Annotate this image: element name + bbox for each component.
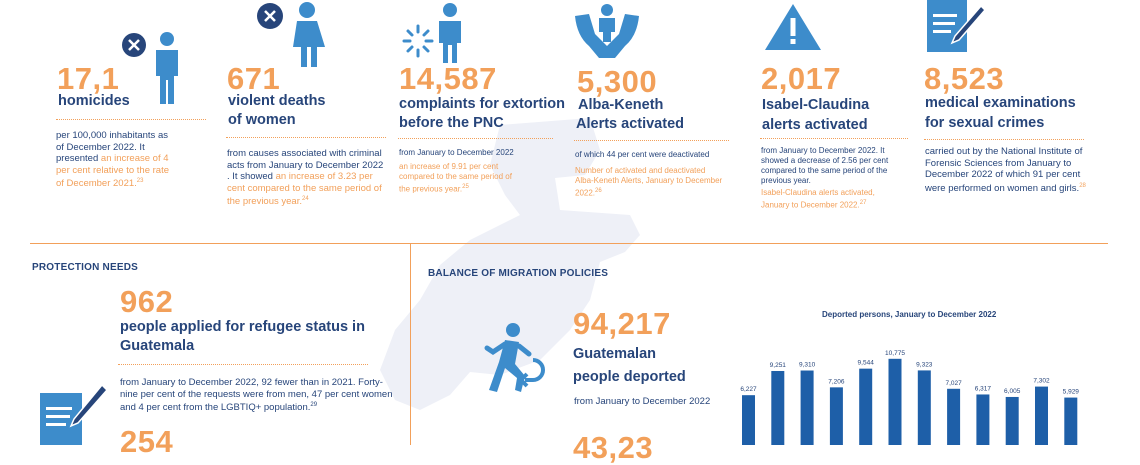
alba-keneth-desc: of which 44 per cent were deactivated: [575, 150, 710, 159]
chart-bar-label: 7,027: [945, 379, 962, 387]
running-person-icon: [475, 322, 555, 394]
chart-bar-label: 9,544: [857, 359, 874, 367]
warning-triangle-icon: [763, 2, 823, 52]
violent-deaths-label-2: of women: [228, 112, 296, 128]
chart-bar: [976, 394, 989, 445]
chart-bar-label: 7,206: [828, 378, 845, 386]
chart-bar-label: 6,005: [1004, 387, 1021, 395]
chart-bar-label: 9,310: [798, 361, 816, 369]
chart-bar: [1035, 387, 1048, 445]
chart-bar: [742, 395, 755, 445]
migration-title: BALANCE OF MIGRATION POLICIES: [428, 268, 609, 279]
chart-title: Deported persons, January to December 2022: [822, 310, 997, 319]
extortion-desc: from January to December 2022: [399, 148, 514, 157]
violent-deaths-desc: from causes associated with criminal acts from January to December 2022 . It showed an increase of 3.23 per cent compared to the same period of the previous year.$^{24}$: [227, 148, 384, 208]
chart-bar: [771, 371, 784, 445]
protection-needs-title: PROTECTION NEEDS: [32, 262, 138, 273]
next-migration-number: 43,23: [573, 430, 654, 465]
extortion-number: 14,587: [399, 61, 497, 96]
isabel-claudina-desc: from January to December 2022. It showed a decrease of 2.56 per cent compared to the same period of the previous year.: [761, 146, 889, 185]
alba-keneth-label-1: Alba-Keneth: [578, 97, 664, 113]
chart-bar: [859, 369, 872, 445]
chart-bar-label: 6,227: [740, 386, 757, 394]
horizontal-divider: [30, 243, 1108, 244]
person-burst-icon: [400, 2, 472, 64]
deported-label-1: Guatemalan: [573, 346, 656, 362]
refugee-number: 962: [120, 284, 174, 319]
homicides-label: homicides: [58, 93, 130, 109]
chart-bar: [1006, 397, 1019, 445]
violent-deaths-label-1: violent deaths: [228, 93, 326, 109]
isabel-claudina-label-2: alerts activated: [762, 117, 868, 133]
chart-bar-label: 10,775: [885, 349, 905, 357]
chart-bar-label: 9,251: [769, 361, 786, 369]
homicides-desc: per 100,000 inhabitants as of December 2022. It presented an increase of 4 per cent relative to the rate of December 2021.23: [56, 130, 170, 190]
person-x-icon: [120, 30, 190, 105]
chart-bar: [889, 359, 902, 445]
extortion-label-1: complaints for extortion: [399, 96, 565, 112]
chart-bar-label: 9,323: [916, 361, 933, 369]
medical-exams-number: 8,523: [924, 61, 1005, 96]
child-hands-icon: [573, 2, 641, 62]
isabel-claudina-label-1: Isabel-Claudina: [762, 97, 870, 113]
refugee-label: people applied for refugee status in Guatemala: [120, 319, 365, 354]
medical-exams-label-1: medical examinations: [925, 95, 1076, 111]
homicides-number: 17,1: [57, 61, 120, 96]
chart-bar-label: 7,302: [1033, 377, 1050, 385]
refugee-desc: from January to December 2022, 92 fewer than in 2021. Forty-nine per cent of the requests were from men, 47 per cent women and 4 per cent from the LGBTIQ+ population.$^{29}$: [120, 377, 393, 414]
deported-desc: from January to December 2022: [574, 396, 711, 407]
chart-bar-label: 5,929: [1062, 388, 1079, 396]
extortion-label-2: before the PNC: [399, 115, 504, 131]
deported-label-2: people deported: [573, 369, 686, 385]
chart-bar: [918, 370, 931, 445]
chart-bar-label: 6,317: [974, 385, 992, 393]
vertical-divider: [410, 243, 411, 445]
extortion-desc-2: an increase of 9.91 per cent compared to the same period of the previous year.$^{25}$: [399, 162, 512, 194]
alba-keneth-number: 5,300: [577, 64, 658, 99]
violent-deaths-number: 671: [227, 61, 281, 96]
document-pen-icon-2: [40, 383, 110, 445]
deported-number: 94,217: [573, 306, 671, 341]
chart-bar: [801, 371, 814, 445]
document-pen-icon: [925, 0, 985, 58]
chart-bar: [1064, 398, 1077, 445]
medical-exams-label-2: for sexual crimes: [925, 115, 1045, 131]
next-protection-number: 254: [120, 424, 174, 459]
medical-exams-desc: carried out by the National Institute of Forensic Sciences from January to December 2022 of which 91 per cent were performed on women and girls.$^{28}$: [925, 146, 1086, 194]
isabel-claudina-desc-2: Isabel-Claudina alerts activated, January to December 2022.27: [761, 188, 875, 210]
chart-bar: [947, 389, 960, 445]
alba-keneth-desc-2: Number of activated and deactivated Alba-Keneth Alerts, January to December 2022.26: [575, 166, 723, 198]
deported-chart: [730, 330, 1110, 445]
chart-bar: [830, 387, 843, 445]
alba-keneth-label-2: Alerts activated: [576, 116, 684, 132]
isabel-claudina-number: 2,017: [761, 61, 842, 96]
woman-x-icon: [255, 2, 335, 68]
